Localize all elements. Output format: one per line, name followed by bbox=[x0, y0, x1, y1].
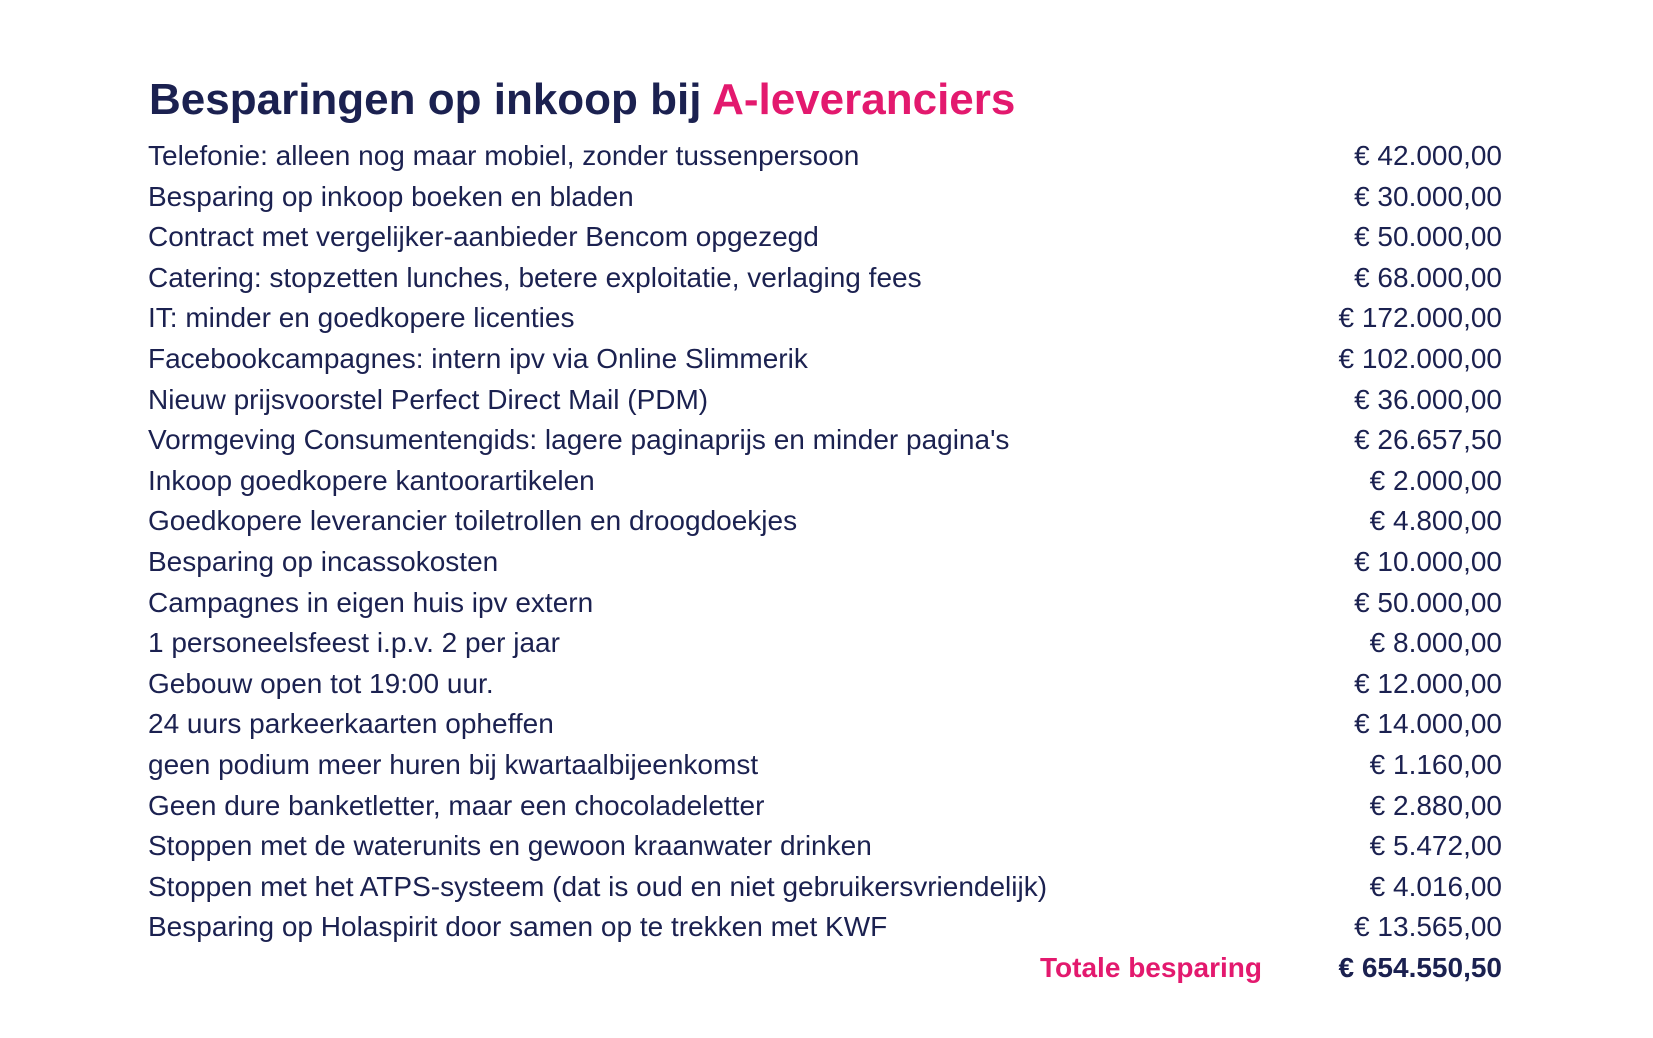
savings-row bbox=[148, 745, 1502, 786]
savings-row-amount: € 12.000,00 bbox=[1354, 667, 1502, 699]
savings-row bbox=[148, 461, 1502, 502]
savings-row-amount: € 26.657,50 bbox=[1354, 424, 1502, 456]
savings-row bbox=[148, 907, 1502, 948]
savings-row-label: Besparing op incassokosten bbox=[148, 545, 499, 577]
savings-row-label: Contract met vergelijker-aanbieder Bencom opgezegd bbox=[148, 221, 819, 253]
savings-row-amount: € 30.000,00 bbox=[1354, 180, 1502, 212]
savings-row-label: Gebouw open tot 19:00 uur. bbox=[148, 667, 494, 699]
savings-row bbox=[148, 298, 1502, 339]
savings-row-amount: € 68.000,00 bbox=[1354, 261, 1502, 293]
savings-row-label: Facebookcampagnes: intern ipv via Online Slimmerik bbox=[148, 342, 808, 374]
savings-row bbox=[148, 623, 1502, 664]
total-label: Totale besparing bbox=[1040, 951, 1262, 983]
savings-row-amount: € 36.000,00 bbox=[1354, 383, 1502, 415]
savings-row-label: Inkoop goedkopere kantoorartikelen bbox=[148, 464, 595, 496]
savings-row-amount: € 13.565,00 bbox=[1354, 911, 1502, 943]
savings-row bbox=[148, 542, 1502, 583]
savings-row-amount: € 10.000,00 bbox=[1354, 545, 1502, 577]
savings-row-label: Goedkopere leverancier toiletrollen en droogdoekjes bbox=[148, 505, 798, 537]
savings-row bbox=[148, 136, 1502, 177]
savings-row bbox=[148, 339, 1502, 380]
savings-row-amount: € 14.000,00 bbox=[1354, 708, 1502, 740]
savings-row-label: IT: minder en goedkopere licenties bbox=[148, 302, 575, 334]
page-title bbox=[149, 72, 1015, 128]
savings-row-label: Telefonie: alleen nog maar mobiel, zonder tussenpersoon bbox=[148, 140, 860, 171]
savings-row-label: Besparing op inkoop boeken en bladen bbox=[148, 180, 634, 212]
savings-row bbox=[148, 501, 1502, 542]
savings-row-amount: € 8.000,00 bbox=[1369, 627, 1502, 659]
savings-row-amount: € 4.016,00 bbox=[1369, 870, 1502, 902]
savings-row bbox=[148, 867, 1502, 908]
savings-row-amount: € 172.000,00 bbox=[1338, 302, 1502, 334]
page-title-main: Besparingen op inkoop bij bbox=[149, 75, 713, 124]
savings-row-amount: € 42.000,00 bbox=[1354, 140, 1502, 171]
savings-row bbox=[148, 704, 1502, 745]
savings-row bbox=[148, 258, 1502, 299]
savings-table bbox=[148, 136, 1502, 988]
savings-row-amount: € 2.000,00 bbox=[1369, 464, 1502, 496]
savings-row-label: Besparing op Holaspirit door samen op te trekken met KWF bbox=[148, 911, 888, 943]
savings-row bbox=[148, 420, 1502, 461]
savings-row-label: Stoppen met de waterunits en gewoon kraanwater drinken bbox=[148, 830, 872, 862]
savings-row bbox=[148, 664, 1502, 705]
savings-row-label: 24 uurs parkeerkaarten opheffen bbox=[148, 708, 554, 740]
savings-row-label: Geen dure banketletter, maar een chocoladeletter bbox=[148, 789, 765, 821]
page-title-accent: A-leveranciers bbox=[712, 75, 1016, 124]
savings-row-amount: € 1.160,00 bbox=[1369, 748, 1502, 780]
savings-row-amount: € 2.880,00 bbox=[1369, 789, 1502, 821]
savings-row-amount: € 50.000,00 bbox=[1354, 221, 1502, 253]
savings-row-label: Stoppen met het ATPS-systeem (dat is oud en niet gebruikersvriendelijk) bbox=[148, 870, 1048, 902]
savings-row bbox=[148, 380, 1502, 421]
savings-row-label: Nieuw prijsvoorstel Perfect Direct Mail (PDM) bbox=[148, 383, 709, 415]
savings-row-label: Campagnes in eigen huis ipv extern bbox=[148, 586, 594, 618]
savings-row-amount: € 102.000,00 bbox=[1338, 342, 1502, 374]
savings-row-label: 1 personeelsfeest i.p.v. 2 per jaar bbox=[148, 627, 560, 659]
total-amount: € 654.550,50 bbox=[1338, 951, 1502, 983]
total-row bbox=[148, 948, 1502, 989]
savings-row-amount: € 50.000,00 bbox=[1354, 586, 1502, 618]
savings-row bbox=[148, 826, 1502, 867]
savings-row bbox=[148, 583, 1502, 624]
savings-row-amount: € 5.472,00 bbox=[1369, 830, 1502, 862]
savings-row bbox=[148, 217, 1502, 258]
savings-row-label: Catering: stopzetten lunches, betere exploitatie, verlaging fees bbox=[148, 261, 922, 293]
savings-row-label: geen podium meer huren bij kwartaalbijeenkomst bbox=[148, 748, 759, 780]
savings-row-label: Vormgeving Consumentengids: lagere paginaprijs en minder pagina's bbox=[148, 424, 1010, 456]
savings-row bbox=[148, 786, 1502, 827]
savings-row-amount: € 4.800,00 bbox=[1369, 505, 1502, 537]
savings-row bbox=[148, 177, 1502, 218]
